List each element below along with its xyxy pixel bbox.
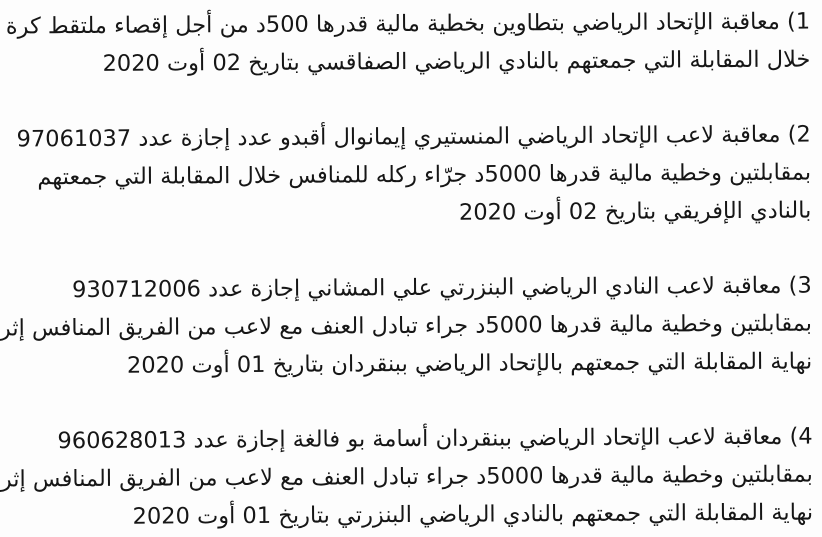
sanction-4-line-3: نهاية المقابلة التي جمعتهم بالنادي الرياضي البنزرتي بتاريخ 01 أوت 2020	[132, 499, 814, 530]
sanction-3-line-1: 3) معاقبة لاعب النادي الرياضي البنزرتي علي المشاني إجازة عدد 930712006	[72, 272, 812, 304]
sanction-1-line-2: خلال المقابلة التي جمعتهم بالنادي الرياضي الصفاقسي بتاريخ 02 أوت 2020	[102, 46, 811, 77]
sanction-2-line-3: بالنادي الإفريقي بتاريخ 02 أوت 2020	[458, 197, 812, 226]
sanction-item-1	[5, 3, 811, 84]
sanction-3-line-2: بمقابلتين وخطية مالية قدرها 5000د جراء تبادل العنف مع لاعب من الفريق المنافس إثر	[0, 310, 813, 342]
sanction-item-4	[0, 418, 814, 537]
sanction-4-line-2: بمقابلتين وخطية مالية قدرها 5000د جراء تبادل العنف مع لاعب من الفريق المنافس إثر	[0, 461, 813, 493]
sanction-3-line-3: نهاية المقابلة التي جمعتهم بالإتحاد الرياضي ببنقردان بتاريخ 01 أوت 2020	[126, 348, 813, 379]
sanction-item-3	[0, 267, 813, 386]
sanction-4-line-1: 4) معاقبة لاعب الإتحاد الرياضي ببنقردان أسامة بو فالغة إجازة عدد 960628013	[57, 423, 813, 455]
sanction-2-line-1: 2) معاقبة لاعب الإتحاد الرياضي المنستيري إيمانوال أقبدو عدد إجازة عدد 97061037	[16, 121, 811, 153]
sanction-1-line-1: 1) معاقبة الإتحاد الرياضي بتطاوين بخطية مالية قدرها 500د من أجل إقصاء ملتقط كرة	[5, 8, 811, 40]
sanction-item-2	[11, 116, 812, 235]
sanction-2-line-2: بمقابلتين وخطية مالية قدرها 5000د جرّاء ركله للمنافس خلال المقابلة التي جمعتهم	[37, 159, 812, 191]
